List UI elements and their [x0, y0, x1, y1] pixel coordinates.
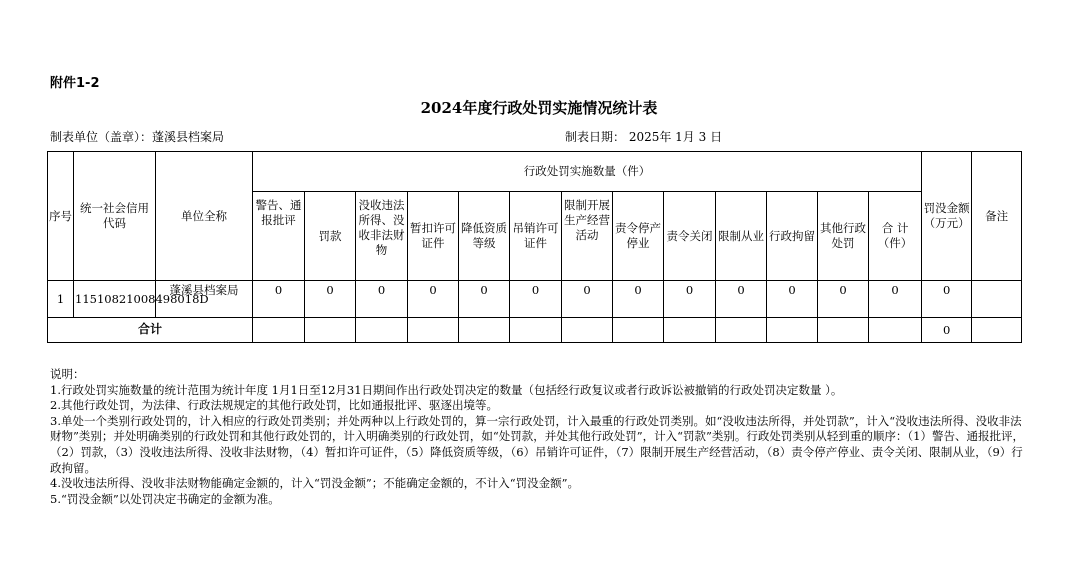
row-fine-amount: 0 — [922, 281, 972, 318]
issuing-unit: 制表单位（盖章）：蓬溪县档案局 — [50, 130, 225, 144]
row-value: 0 — [716, 281, 767, 318]
issue-date: 制表日期： 2025年 1月 3 日 — [565, 130, 723, 144]
note-item: 3.单处一个类别行政处罚的，计入相应的行政处罚类别；并处两种以上行政处罚的，算一宗行政处罚，计入最重的行政处罚类别。如“没收违法所得，并处罚款”，计入“没收违法所得、没收非法财物”类别；并处明确类别的行政处罚和其他行政处罚的，计入明确类别的行政处罚，如“处罚款，并处其他行政处罚”，计入“罚款”类别。行政处罚类别从轻到重的顺序：（1）警告、通报批评，（2）罚款，（3）没收违法所得、没收非法财物，（4）暂扣许可证件，（5）降低资质等级，（6）吊销许可证件，（7）限制开展生产经营活动，（8）责令停产停业、责令关闭、限制从业，（9）行政拘留。 — [50, 413, 1024, 475]
header-warning: 警告、通报批评 — [253, 192, 305, 281]
row-value: 0 — [253, 281, 305, 318]
row-value: 0 — [356, 281, 408, 318]
row-value: 0 — [510, 281, 562, 318]
table-row — [48, 281, 1022, 318]
header-subtotal: 合 计（件） — [869, 192, 922, 281]
header-fine-amount: 罚没金额（万元） — [922, 152, 972, 281]
header-other-penalty: 其他行政处罚 — [818, 192, 869, 281]
page-title: 2024年度行政处罚实施情况统计表 — [420, 99, 658, 117]
header-restrict-business: 限制开展生产经营活动 — [562, 192, 613, 281]
row-value: 0 — [869, 281, 922, 318]
row-value: 0 — [459, 281, 510, 318]
row-seq: 1 — [48, 281, 74, 318]
row-value: 0 — [562, 281, 613, 318]
row-value: 0 — [767, 281, 818, 318]
header-confiscation: 没收违法所得、没收非法财物 — [356, 192, 408, 281]
header-penalty-count-group: 行政处罚实施数量（件） — [253, 152, 922, 192]
header-order-closure: 责令关闭 — [664, 192, 716, 281]
header-fine: 罚款 — [305, 192, 356, 281]
attachment-label: 附件1-2 — [50, 76, 100, 91]
row-value: 0 — [408, 281, 459, 318]
total-label: 合计 — [48, 318, 253, 343]
row-value: 0 — [305, 281, 356, 318]
total-row — [48, 318, 1022, 343]
note-item: 4.没收违法所得、没收非法财物能确定金额的，计入“罚没金额”；不能确定金额的，不计入“罚没金额”。 — [50, 476, 579, 491]
header-downgrade-qualification: 降低资质等级 — [459, 192, 510, 281]
row-credit-code: 11510821008498018D — [74, 281, 156, 318]
note-item: 2.其他行政处罚，为法律、行政法规规定的其他行政处罚，比如通报批评、驱逐出境等。 — [50, 398, 498, 413]
header-detention: 行政拘留 — [767, 192, 818, 281]
header-unit-name: 单位全称 — [156, 152, 253, 281]
notes-heading: 说明： — [50, 367, 85, 381]
header-remark: 备注 — [972, 152, 1022, 281]
row-unit-name: 蓬溪县档案局 — [156, 281, 253, 318]
notes-section — [50, 367, 1030, 507]
header-restrict-employment: 限制从业 — [716, 192, 767, 281]
note-item: 1.行政处罚实施数量的统计范围为统计年度 1月1日至12月31日期间作出行政处罚决定的数量（包括经行政复议或者行政诉讼被撤销的行政处罚决定数量 ）。 — [50, 382, 843, 397]
row-value: 0 — [818, 281, 869, 318]
header-suspend-license: 暂扣许可证件 — [408, 192, 459, 281]
row-remark — [972, 281, 1022, 318]
statistics-table — [47, 151, 1022, 343]
row-value: 0 — [613, 281, 664, 318]
header-seq: 序号 — [48, 152, 74, 281]
header-row-1 — [48, 152, 1022, 192]
total-fine-amount: 0 — [922, 318, 972, 343]
row-value: 0 — [664, 281, 716, 318]
header-order-suspension: 责令停产停业 — [613, 192, 664, 281]
note-item: 5.“罚没金额”以处罚决定书确定的金额为准。 — [50, 491, 280, 506]
header-credit-code: 统一社会信用代码 — [74, 152, 156, 281]
header-revoke-license: 吊销许可证件 — [510, 192, 562, 281]
